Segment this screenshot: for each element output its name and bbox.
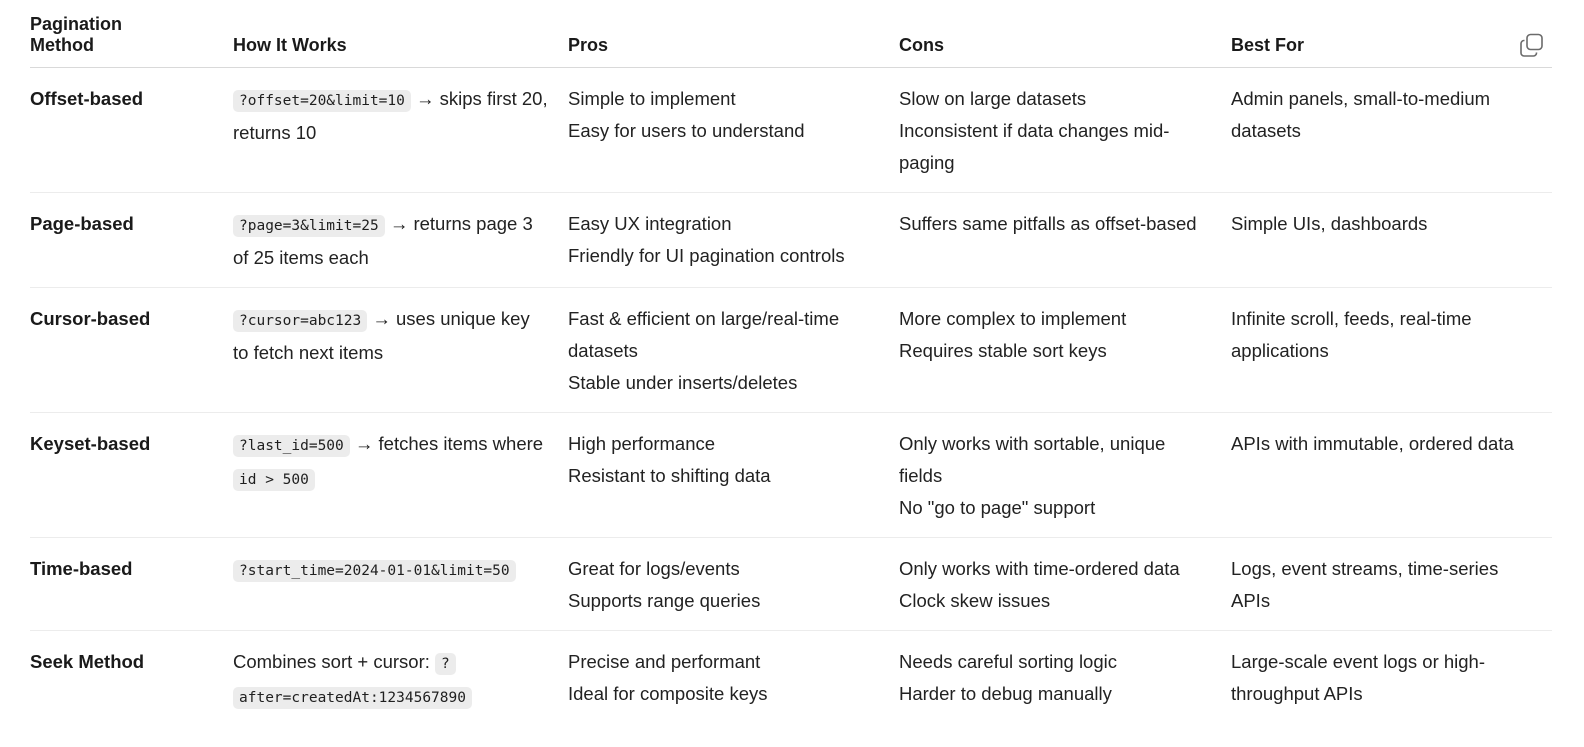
pro-item: Precise and performant [568,651,761,672]
table-row [30,538,1552,631]
table-row [30,631,1552,728]
cell-best-for: Admin panels, small-to-medium datasets [1231,68,1552,193]
pro-item: Great for logs/events [568,558,740,579]
cell-method: Seek Method [30,651,145,672]
inline-code: ?cursor=abc123 [233,310,367,332]
cell-how-it-works [233,413,568,538]
cell-pros [568,288,899,413]
cell-method: Page-based [30,193,233,288]
inline-code: ?after=createdAt:1234567890 [233,653,472,709]
table-row [30,193,1552,288]
pagination-table-container [30,0,1552,727]
pro-item: Ideal for composite keys [568,683,768,704]
con-item: Only works with time-ordered data [899,558,1180,579]
con-item: Clock skew issues [899,590,1051,611]
cell-cons [899,288,1231,413]
cell-how-it-works [233,538,568,631]
table-body [30,68,1552,728]
table-header [30,0,1552,68]
cell-pros [568,538,899,631]
header-row [30,0,1552,68]
con-item: More complex to implement [899,308,1127,329]
cell-how-it-works [233,288,568,413]
con-item: Slow on large datasets [899,88,1087,109]
cell-pros [568,631,899,728]
pro-item: Simple to implement [568,88,736,109]
how-text: → skips first 20, returns 10 [233,88,548,143]
cell-cons [899,68,1231,193]
header-pagination-method: Pagination Method [30,0,233,68]
pro-item: Stable under inserts/deletes [568,372,798,393]
con-item: Harder to debug manually [899,683,1112,704]
cell-cons [899,193,1231,288]
con-item: Inconsistent if data changes mid-paging [899,120,1170,173]
cell-method: Time-based [30,538,233,631]
inline-code: ?last_id=500 [233,435,350,457]
header-cons: Cons [899,0,1231,68]
table-row [30,288,1552,413]
cell-method: Cursor-based [30,288,233,413]
how-text: → uses unique key to fetch next items [233,308,530,363]
inline-code: ?page=3&limit=25 [233,215,385,237]
cell-how-it-works [233,631,568,728]
cell-best-for: Infinite scroll, feeds, real-time applications [1231,288,1552,413]
cell-method: Offset-based [30,68,233,193]
how-text: Combines sort + cursor: [233,651,436,672]
inline-code: ?offset=20&limit=10 [233,90,411,112]
cell-pros [568,413,899,538]
con-item: Only works with sortable, unique fields [899,433,1166,486]
cell-cons [899,538,1231,631]
cell-pros [568,68,899,193]
inline-code: id > 500 [233,469,315,491]
how-text: → returns page 3 of 25 items each [233,213,533,268]
con-item: Needs careful sorting logic [899,651,1117,672]
pro-item: Resistant to shifting data [568,465,771,486]
how-text: → fetches items where [349,433,544,454]
pro-item: High performance [568,433,716,454]
pagination-methods-table [30,0,1552,727]
con-item: No "go to page" support [899,497,1096,518]
cell-pros [568,193,899,288]
copy-icon [1519,32,1545,58]
cell-best-for: APIs with immutable, ordered data [1231,413,1552,538]
pro-item: Fast & efficient on large/real-time datasets [568,308,840,361]
cell-best-for: Logs, event streams, time-series APIs [1231,538,1552,631]
cell-best-for: Large-scale event logs or high-throughput APIs [1231,651,1486,704]
pro-item: Supports range queries [568,590,761,611]
con-item: Requires stable sort keys [899,340,1107,361]
cell-best-for: Simple UIs, dashboards [1231,193,1552,288]
cell-method: Keyset-based [30,413,233,538]
pro-item: Easy UX integration [568,213,732,234]
cell-cons [899,413,1231,538]
pro-item: Friendly for UI pagination controls [568,245,845,266]
header-best-for: Best For [1231,0,1552,68]
cell-how-it-works [233,193,568,288]
table-row [30,413,1552,538]
pro-item: Easy for users to understand [568,120,805,141]
table-row [30,68,1552,193]
header-how-it-works: How It Works [233,0,568,68]
cell-how-it-works [233,68,568,193]
header-pros: Pros [568,0,899,68]
con-item: Suffers same pitfalls as offset-based [899,213,1197,234]
cell-cons [899,631,1231,728]
inline-code: ?start_time=2024-01-01&limit=50 [233,560,516,582]
copy-table-button[interactable] [1519,32,1545,58]
